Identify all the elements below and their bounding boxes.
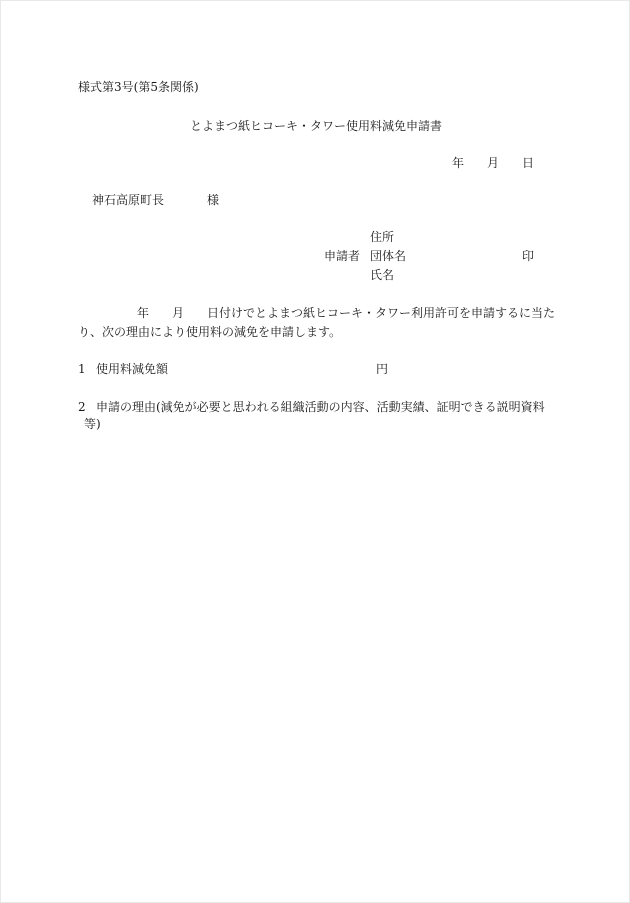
body-line2: り、次の理由により使用料の減免を申請します。 <box>78 325 342 339</box>
address-label: 住所 <box>370 230 395 244</box>
item2-line1: 申請の理由(減免が必要と思われる組織活動の内容、活動実績、証明できる説明資料 <box>96 400 545 414</box>
item1-unit: 円 <box>376 362 389 376</box>
name-label: 氏名 <box>370 268 395 282</box>
body-month: 月 <box>172 306 185 320</box>
form-number: 様式第3号(第5条関係) <box>78 80 199 94</box>
honorific: 様 <box>207 193 220 207</box>
group-label: 団体名 <box>370 249 407 263</box>
item1-label: 使用料減免額 <box>96 362 169 376</box>
body-year: 年 <box>137 306 150 320</box>
item2-number: 2 <box>78 400 86 414</box>
seal-label: 印 <box>522 249 535 263</box>
body-line1: 日付けでとよまつ紙ヒコーキ・タワー利用許可を申請するに当た <box>207 306 556 320</box>
date-year: 年 <box>452 156 465 170</box>
form-title: とよまつ紙ヒコーキ・タワー使用料減免申請書 <box>190 119 443 133</box>
addressee: 神石高原町長 <box>92 193 165 207</box>
item1-number: 1 <box>78 362 86 376</box>
item2-line2: 等) <box>84 417 101 431</box>
applicant-label: 申請者 <box>324 249 361 263</box>
date-month: 月 <box>487 156 500 170</box>
date-day: 日 <box>522 156 535 170</box>
